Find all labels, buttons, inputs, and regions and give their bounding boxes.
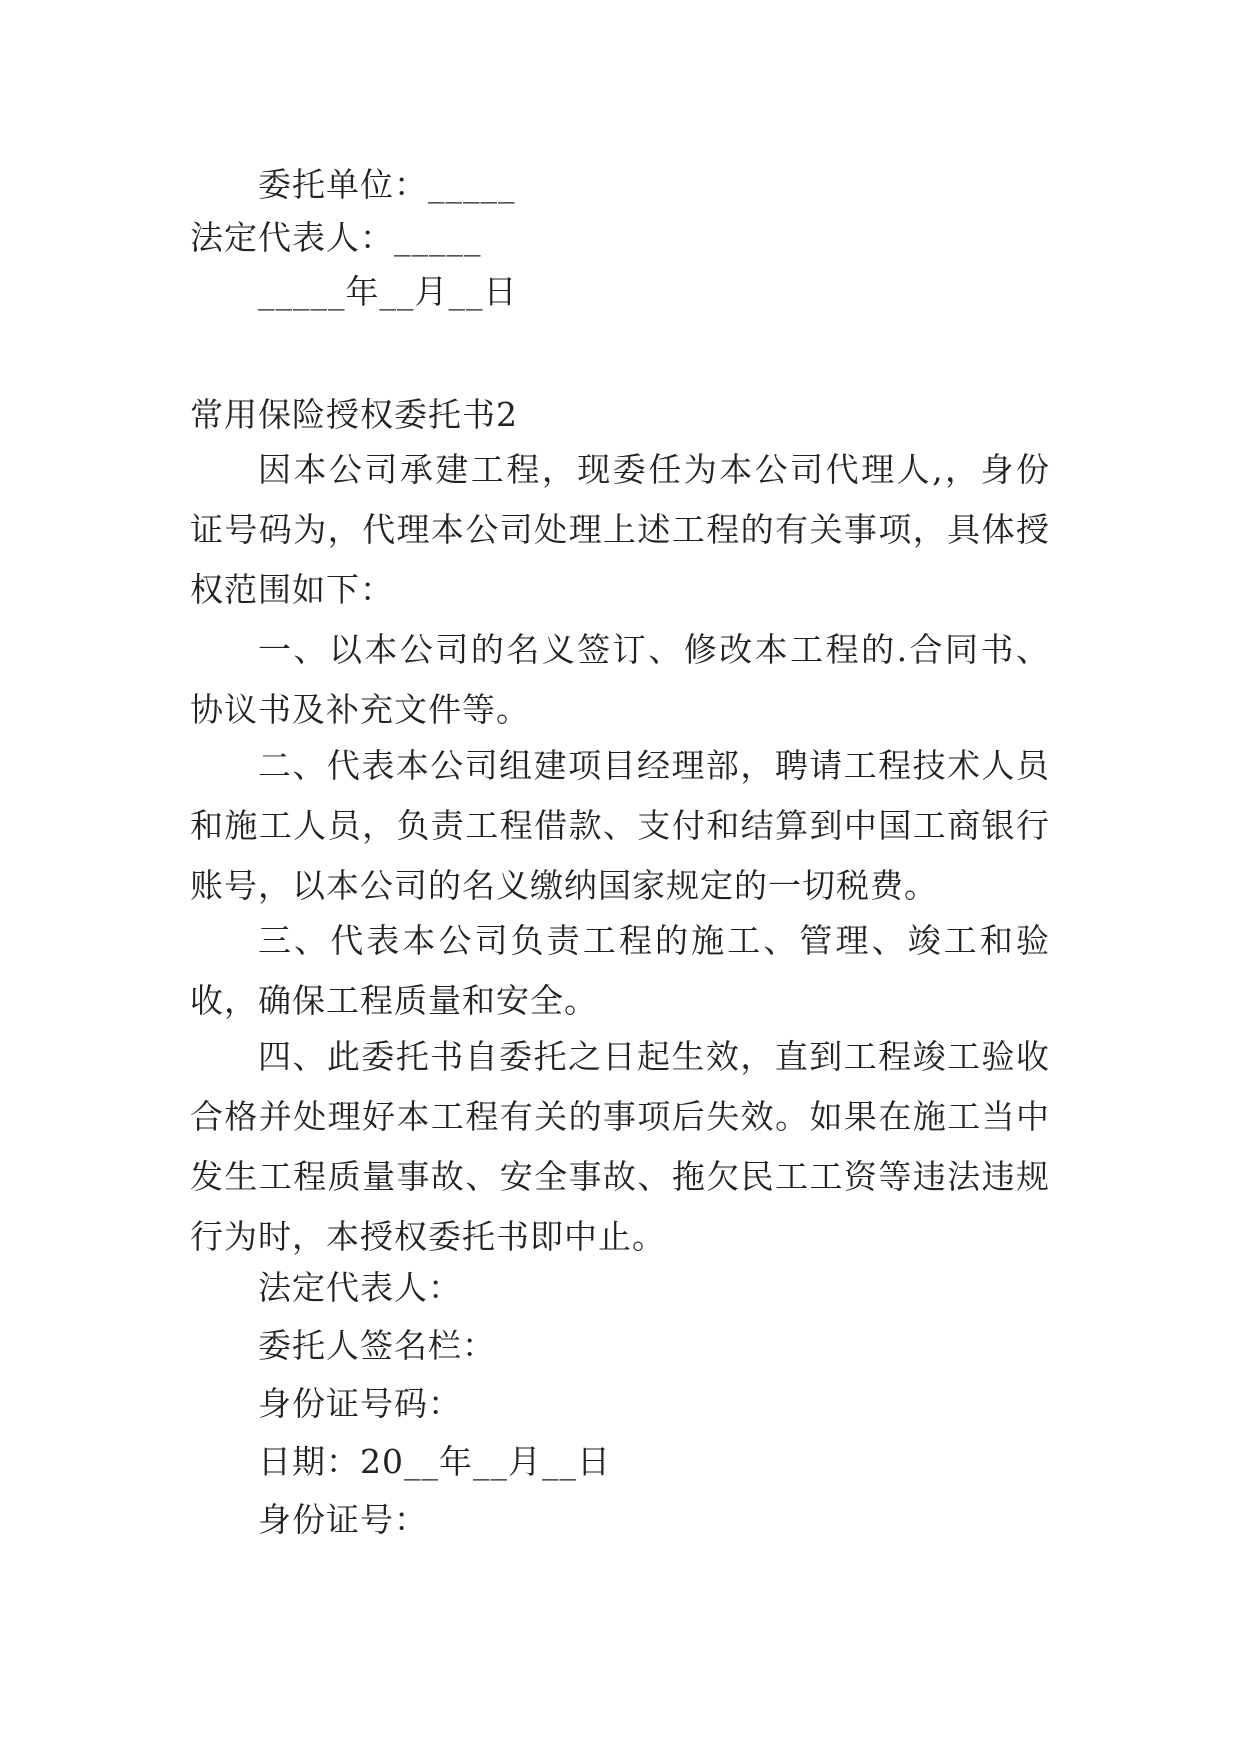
signature-id-number: 身份证号码： xyxy=(258,1384,462,1423)
item-one-paragraph: 一、以本公司的名义签订、修改本工程的.合同书、协议书及补充文件等。 xyxy=(190,630,1050,729)
date-line: _____年__月__日 xyxy=(258,272,518,311)
signature-legal-representative: 法定代表人： xyxy=(258,1268,462,1307)
signature-id-no: 身份证号： xyxy=(258,1500,428,1539)
item-two-paragraph: 二、代表本公司组建项目经理部，聘请工程技术人员和施工人员，负责工程借款、支付和结算到中国工商银行账号，以本公司的名义缴纳国家规定的一切税费。 xyxy=(190,746,1050,905)
section-title: 常用保险授权委托书2 xyxy=(190,395,518,434)
signature-agent: 委托人签名栏： xyxy=(258,1326,496,1365)
legal-representative-line: 法定代表人：_____ xyxy=(190,218,482,257)
item-four-paragraph: 四、此委托书自委托之日起生效，直到工程竣工验收合格并处理好本工程有关的事项后失效。如果在施工当中发生工程质量事故、安全事故、拖欠民工工资等违法违规行为时，本授权委托书即中止。 xyxy=(190,1037,1050,1256)
signature-date: 日期：20__年__月__日 xyxy=(258,1442,611,1481)
item-three-paragraph: 三、代表本公司负责工程的施工、管理、竣工和验收，确保工程质量和安全。 xyxy=(190,921,1050,1020)
intro-paragraph: 因本公司承建工程，现委任为本公司代理人,，身份证号码为，代理本公司处理上述工程的有关事项，具体授权范围如下： xyxy=(190,450,1050,609)
entrusting-unit-line: 委托单位：_____ xyxy=(258,165,516,204)
